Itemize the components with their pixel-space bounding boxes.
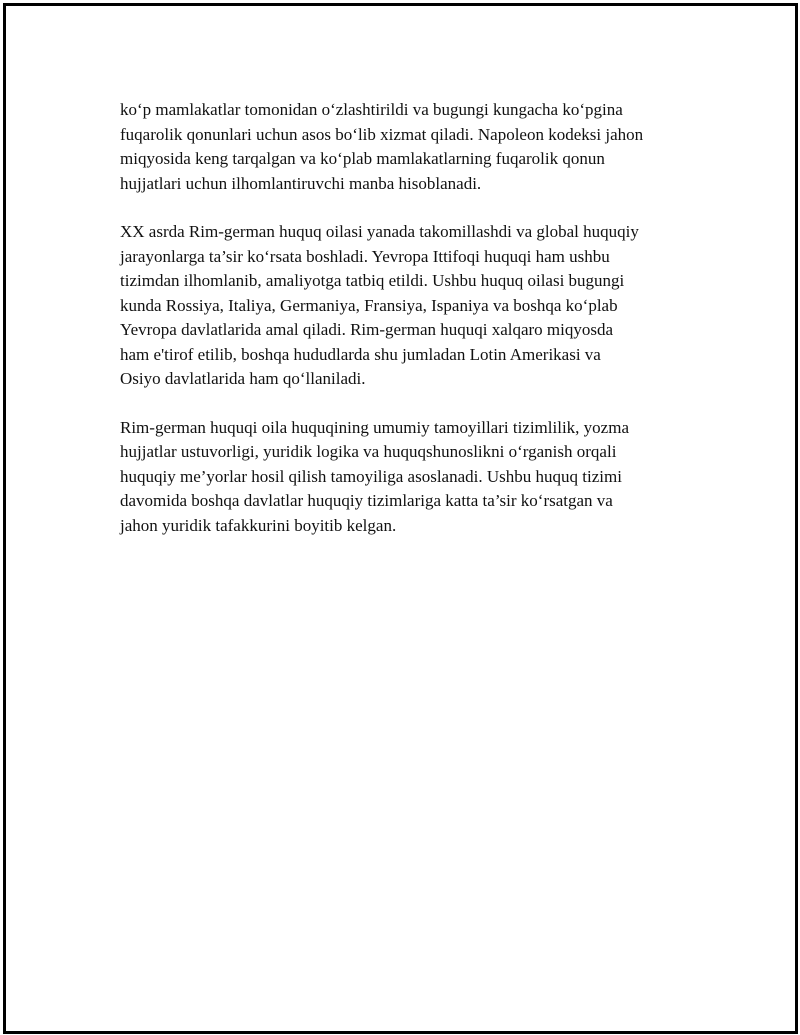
page-body: [120, 98, 700, 562]
paragraph-2: XX asrda Rim-german huquq oilasi yanada takomillashdi va global huquqiy jarayonlarga ta’sir ko‘rsata boshladi. Yevropa Ittifoqi huquqi ham ushbu tizimdan ilhomlanib, amaliyotga tatbiq etildi. Ushbu huquq oilasi bugungi kunda Rossiya, Italiya, Germaniya, Fransiya, Ispaniya va boshqa ko‘plab Yevropa davlatlarida amal qiladi. Rim-german huquqi xalqaro miqyosda ham e'tirof etilib, boshqa hududlarda shu jumladan Lotin Amerikasi va Osiyo davlatlarida ham qo‘llaniladi.: [120, 222, 639, 388]
paragraph-1: ko‘p mamlakatlar tomonidan o‘zlashtirildi va bugungi kungacha ko‘pgina fuqarolik qonunlari uchun asos bo‘lib xizmat qiladi. Napoleon kodeksi jahon miqyosida keng tarqalgan va ko‘plab mamlakatlarning fuqarolik qonun hujjatlari uchun ilhomlantiruvchi manba hisoblanadi.: [120, 100, 644, 193]
page-border: [3, 3, 798, 1034]
paragraph-3: Rim-german huquqi oila huquqining umumiy tamoyillari tizimlilik, yozma hujjatlar ustuvorligi, yuridik logika va huquqshunoslikni o‘rganish orqali huquqiy me’yorlar hosil qilish tamoyiliga asoslanadi. Ushbu huquq tizimi davomida boshqa davlatlar huquqiy tizimlariga katta ta’sir ko‘rsatgan va jahon yuridik tafakkurini boyitib kelgan.: [120, 417, 629, 535]
